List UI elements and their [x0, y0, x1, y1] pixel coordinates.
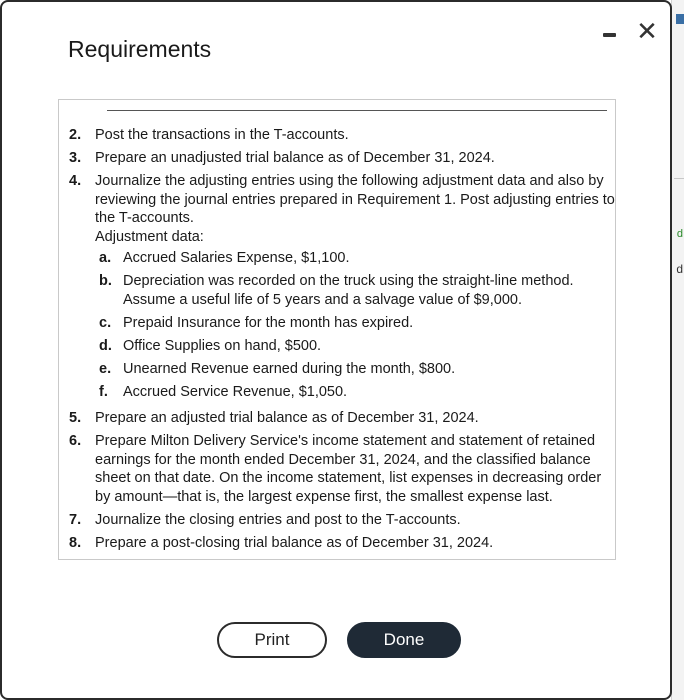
requirement-text: Prepare Milton Delivery Service's income statement and statement of retained earnings for the month ended December 31, 2024, and the classified balance sheet on that date. On the income statement, list expenses in decreasing order by amount—that is, the largest expense first, the smallest expense last. [95, 433, 602, 505]
requirement-item [59, 409, 616, 428]
requirement-number: 8. [69, 534, 82, 551]
print-button[interactable]: Print [217, 622, 327, 658]
adjustment-letter: a. [99, 250, 112, 266]
adjustment-text: Depreciation was recorded on the truck using the straight-line method. Assume a useful life of 5 years and a salvage value of $9,000. [123, 273, 574, 308]
requirements-scroll-area[interactable] [58, 99, 616, 560]
requirement-item [59, 149, 616, 168]
adjustment-letter: d. [99, 337, 112, 354]
requirement-text: Prepare an unadjusted trial balance as of December 31, 2024. [95, 150, 495, 166]
adjustment-text: Accrued Service Revenue, $1,050. [123, 383, 348, 400]
requirement-number: 4. [69, 173, 82, 189]
clipped-content-rule [107, 110, 607, 111]
background-window-edge [671, 0, 684, 700]
adjustment-letter: b. [99, 273, 112, 289]
requirement-text: Post the transactions in the T-accounts. [95, 127, 349, 143]
requirement-number: 6. [69, 433, 82, 449]
requirement-text: Journalize the adjusting entries using the following adjustment data and also by reviewing the journal entries prepared in Requirement 1. Post adjusting entries to the T-accounts. [95, 173, 615, 226]
dialog-title: Requirements [68, 36, 212, 62]
adjustment-letter: e. [99, 360, 112, 377]
requirement-number: 5. [69, 410, 82, 426]
background-edge-text: d [676, 262, 683, 276]
requirement-number: 2. [69, 127, 82, 143]
requirement-number: 7. [69, 511, 82, 528]
background-edge-text: d [676, 228, 683, 240]
adjustment-item [95, 383, 616, 402]
adjustment-letter: f. [99, 383, 108, 400]
adjustment-item [95, 272, 616, 309]
requirement-item [59, 172, 616, 401]
close-icon: ✕ [636, 16, 658, 46]
requirement-number: 3. [69, 150, 82, 166]
adjustment-letter: c. [99, 314, 112, 331]
requirements-list [59, 126, 616, 557]
requirement-item [59, 432, 616, 506]
close-button[interactable] [634, 18, 660, 44]
requirement-text: Prepare an adjusted trial balance as of December 31, 2024. [95, 410, 479, 426]
requirement-text: Journalize the closing entries and post to the T-accounts. [95, 511, 461, 528]
adjustment-data-heading: Adjustment data: [95, 228, 204, 245]
minimize-icon [603, 33, 616, 37]
requirement-item [59, 534, 616, 553]
adjustment-list [95, 249, 616, 401]
adjustment-item [95, 249, 616, 268]
adjustment-item [95, 360, 616, 379]
adjustment-item [95, 314, 616, 333]
done-button[interactable]: Done [347, 622, 461, 658]
minimize-button[interactable] [600, 24, 620, 44]
requirement-item [59, 126, 616, 145]
adjustment-text: Unearned Revenue earned during the month, $800. [123, 360, 456, 377]
background-edge-marker [676, 14, 684, 24]
adjustment-text: Prepaid Insurance for the month has expired. [123, 314, 414, 331]
background-edge-line [674, 178, 684, 179]
adjustment-item [95, 337, 616, 356]
requirement-item [59, 511, 616, 530]
requirement-text: Prepare a post-closing trial balance as of December 31, 2024. [95, 534, 494, 551]
adjustment-text: Office Supplies on hand, $500. [123, 337, 322, 354]
adjustment-text: Accrued Salaries Expense, $1,100. [123, 250, 350, 266]
